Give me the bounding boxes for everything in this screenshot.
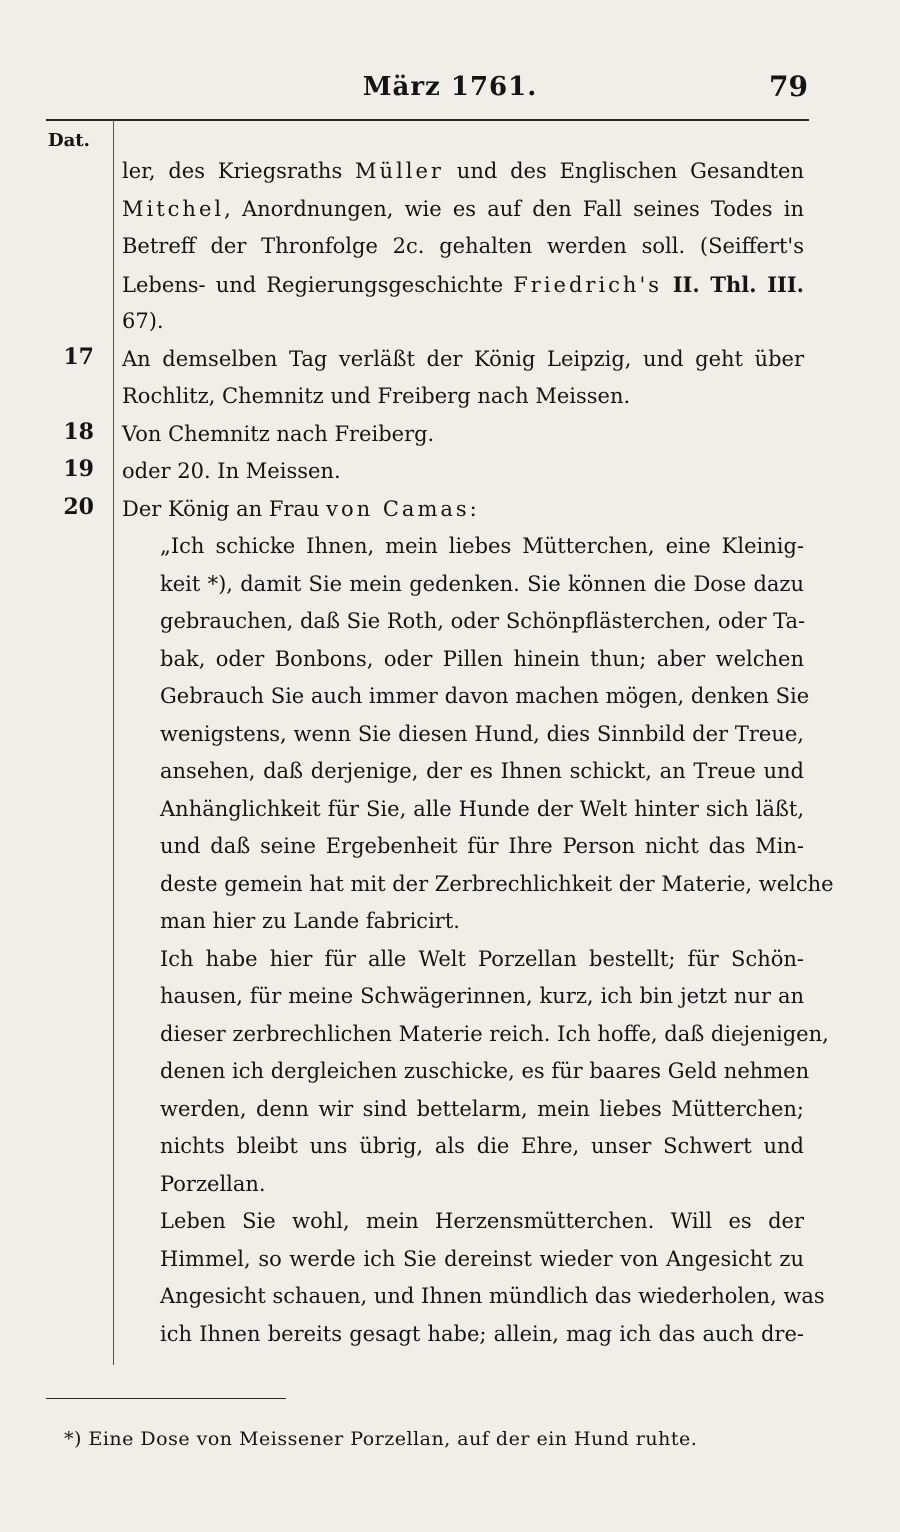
text-line: man hier zu Lande fabricirt. bbox=[160, 909, 460, 933]
header-rule bbox=[46, 119, 809, 121]
text-line: ler, des Kriegsraths Müller und des Englischen Gesandten bbox=[122, 159, 804, 183]
text-line: Leben Sie wohl, mein Herzensmütterchen. Will es der bbox=[160, 1209, 804, 1233]
text-line: „Ich schicke Ihnen, mein liebes Mütterchen, eine Kleinig- bbox=[160, 534, 804, 558]
text-line: ansehen, daß derjenige, der es Ihnen schickt, an Treue und bbox=[160, 759, 804, 783]
text-line: Der König an Frau von Camas: bbox=[122, 496, 480, 521]
footnote: *) Eine Dose von Meissener Porzellan, auf der ein Hund ruhte. bbox=[64, 1428, 698, 1450]
text-line: keit *), damit Sie mein gedenken. Sie können die Dose dazu bbox=[160, 571, 804, 596]
text-line: Himmel, so werde ich Sie dereinst wieder von Angesicht zu bbox=[160, 1246, 804, 1271]
body-text bbox=[122, 153, 834, 1353]
text-line: und daß seine Ergebenheit für Ihre Person nicht das Min- bbox=[160, 834, 804, 858]
date-17: 17 bbox=[63, 344, 94, 370]
date-18: 18 bbox=[63, 419, 94, 445]
text-line: Ich habe hier für alle Welt Porzellan bestellt; für Schön- bbox=[160, 946, 804, 971]
text-line: Mitchel, Anordnungen, wie es auf den Fall seines Todes in bbox=[122, 196, 804, 221]
text-line: denen ich dergleichen zuschicke, es für baares Geld nehmen bbox=[160, 1059, 810, 1083]
text-line: nichts bleibt uns übrig, als die Ehre, unser Schwert und bbox=[160, 1134, 804, 1158]
text-line: oder 20. In Meissen. bbox=[122, 459, 341, 483]
date-20: 20 bbox=[63, 494, 94, 520]
page-number: 79 bbox=[769, 70, 808, 103]
text-line: deste gemein hat mit der Zerbrechlichkeit der Materie, welche bbox=[160, 871, 834, 896]
running-title: März 1761. bbox=[362, 72, 538, 102]
text-line: Porzellan. bbox=[160, 1171, 266, 1196]
text-line: wenigstens, wenn Sie diesen Hund, dies Sinnbild der Treue, bbox=[160, 721, 804, 746]
text-line: Gebrauch Sie auch immer davon machen mögen, denken Sie bbox=[160, 684, 810, 708]
text-line: Betreff der Thronfolge 2c. gehalten werden soll. (Seiffert's bbox=[122, 234, 804, 258]
date-column-label: Dat. bbox=[48, 130, 90, 151]
text-line: Anhänglichkeit für Sie, alle Hunde der Welt hinter sich läßt, bbox=[160, 796, 804, 821]
text-line: Lebens- und Regierungsgeschichte Friedrich's II. Thl. III. bbox=[122, 271, 804, 297]
text-line: hausen, für meine Schwägerinnen, kurz, ich bin jetzt nur an bbox=[160, 984, 804, 1008]
text-line: Angesicht schauen, und Ihnen mündlich das wiederholen, was bbox=[160, 1284, 825, 1308]
footnote-rule bbox=[46, 1398, 286, 1399]
date-19: 19 bbox=[63, 456, 94, 482]
text-line: ich Ihnen bereits gesagt habe; allein, mag ich das auch dre- bbox=[160, 1321, 804, 1346]
text-line: gebrauchen, daß Sie Roth, oder Schönpflästerchen, oder Ta- bbox=[160, 609, 806, 633]
text-line: Von Chemnitz nach Freiberg. bbox=[122, 421, 435, 446]
column-divider bbox=[113, 120, 114, 1365]
text-line: werden, denn wir sind bettelarm, mein liebes Mütterchen; bbox=[160, 1096, 804, 1121]
text-line: An demselben Tag verläßt der König Leipzig, und geht über bbox=[122, 346, 804, 371]
text-line: Rochlitz, Chemnitz und Freiberg nach Meissen. bbox=[122, 384, 631, 408]
text-line: dieser zerbrechlichen Materie reich. Ich hoffe, daß diejenigen, bbox=[160, 1021, 829, 1046]
text-line: bak, oder Bonbons, oder Pillen hinein thun; aber welchen bbox=[160, 646, 804, 671]
text-line: 67). bbox=[122, 309, 164, 333]
